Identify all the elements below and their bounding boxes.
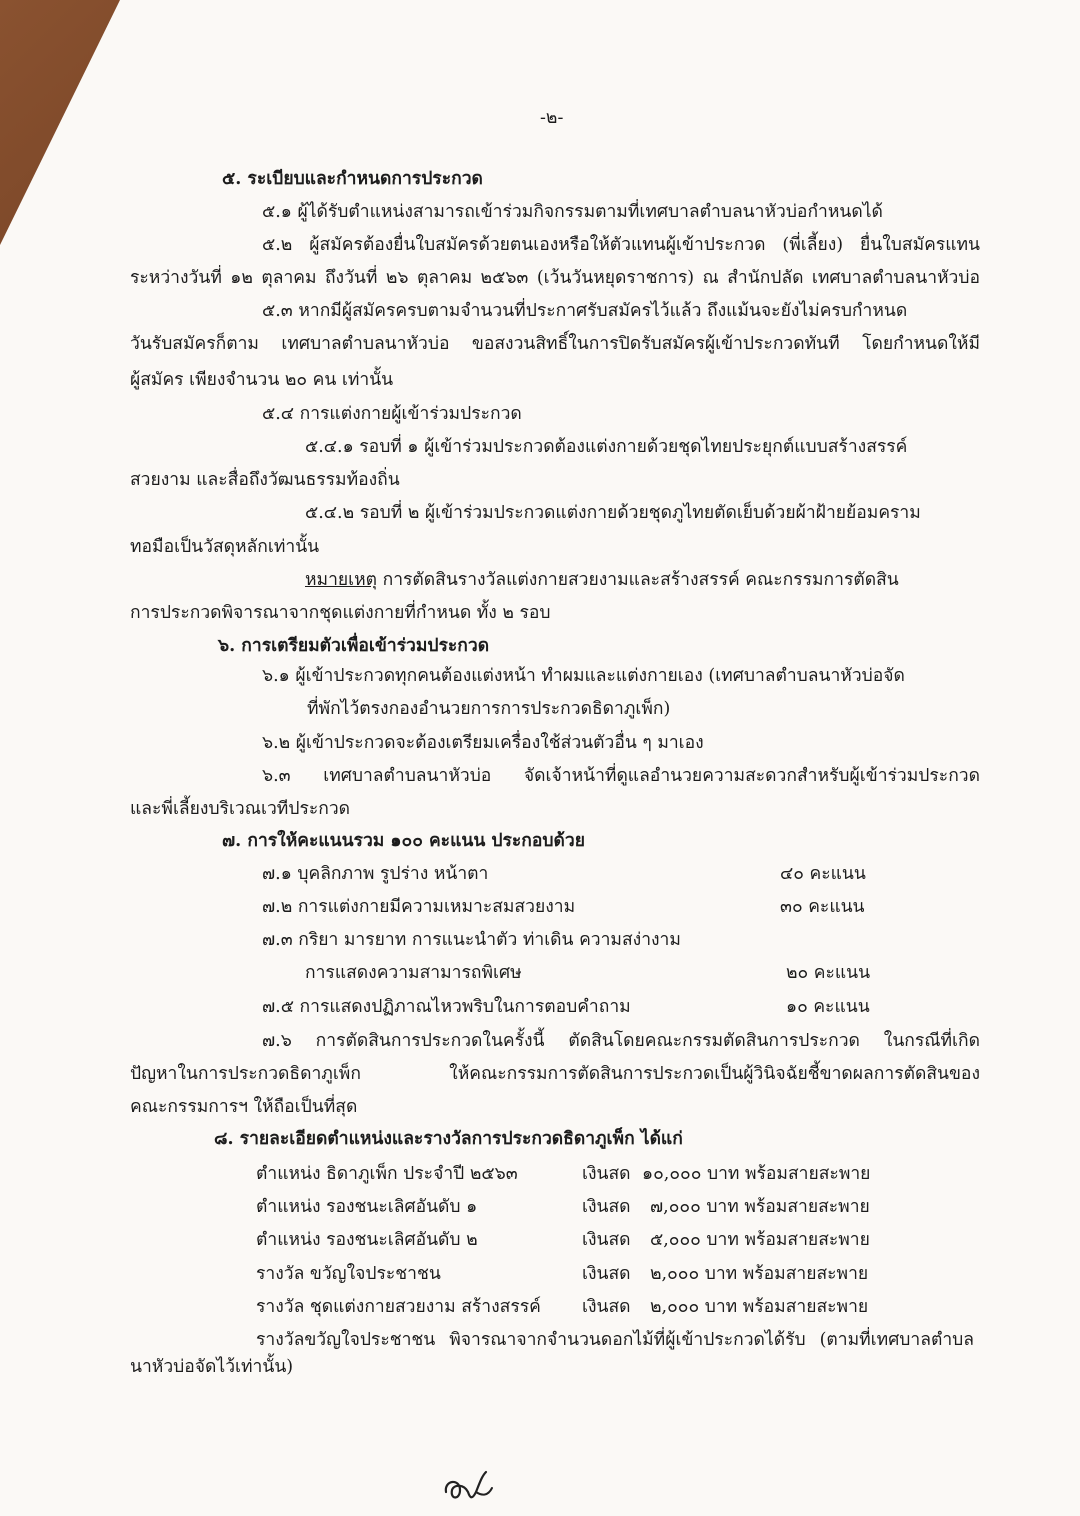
score-item-label: ๗.๕ การแสดงปฏิภาณไหวพริบในการตอบคำถาม [262,997,631,1017]
section-8-note-line-2: นาหัวบ่อจัดไว้เท่านั้น) [130,1357,294,1377]
prize-cash-label: เงินสด [582,1230,631,1250]
note-label: หมายเหตุ [305,570,378,590]
section-5-3-line-1: ๕.๓ หากมีผู้สมัครครบตามจำนวนที่ประกาศรับสมัครไว้แล้ว ถึงแม้นจะยังไม่ครบกำหนด [262,301,908,321]
section-8-heading: ๘. รายละเอียดตำแหน่งและรางวัลการประกวดธิดาภูเพ็ก ได้แก่ [214,1129,683,1149]
section-6-3-line-1: ๖.๓ เทศบาลตำบลนาหัวบ่อ จัดเจ้าหน้าที่ดูแลอำนวยความสะดวกสำหรับผู้เข้าร่วมประกวด [262,766,980,786]
prize-cash-label: เงินสด [582,1197,631,1217]
section-6-3-line-2: และพี่เลี้ยงบริเวณเวทีประกวด [130,799,351,819]
score-item-label: ๗.๓ กริยา มารยาท การแนะนำตัว ท่าเดิน ความสง่างาม [262,930,681,950]
prize-cash-label: เงินสด [582,1297,631,1317]
prize-cash-label: เงินสด [582,1164,631,1184]
prize-amount: ๑๐,๐๐๐ บาท พร้อมสายสะพาย [642,1164,871,1184]
score-item-value: ๔๐ คะแนน [780,864,866,884]
prize-title: รางวัล ขวัญใจประชาชน [256,1264,441,1284]
section-8-note-line-1: รางวัลขวัญใจประชาชน พิจารณาจากจำนวนดอกไม้ที่ผู้เข้าประกวดได้รับ (ตามที่เทศบาลตำบล [256,1330,974,1350]
prize-amount: ๒,๐๐๐ บาท พร้อมสายสะพาย [650,1297,869,1317]
section-5-3-line-2: วันรับสมัครก็ตาม เทศบาลตำบลนาหัวบ่อ ขอสงวนสิทธิ์ในการปิดรับสมัครผู้เข้าประกวดทันที โดยกำหนดให้มี [130,334,980,354]
section-5-4-1-line-1: ๕.๔.๑ รอบที่ ๑ ผู้เข้าร่วมประกวดต้องแต่งกายด้วยชุดไทยประยุกต์แบบสร้างสรรค์ [305,437,908,457]
section-5-4-1-line-2: สวยงาม และสื่อถึงวัฒนธรรมท้องถิ่น [130,470,400,490]
section-6-1-line-2: ที่พักไว้ตรงกองอำนวยการการประกวดธิดาภูเพ็ก) [307,699,671,719]
page-number: -๒- [540,108,564,128]
section-5-3-line-3: ผู้สมัคร เพียงจำนวน ๒๐ คน เท่านั้น [130,370,394,390]
section-5-4-2-line-1: ๕.๔.๒ รอบที่ ๒ ผู้เข้าร่วมประกวดแต่งกายด้วยชุดภูไทยตัดเย็บด้วยผ้าฝ้ายย้อมคราม [305,503,921,523]
note-line-1 [305,568,899,592]
section-6-2: ๖.๒ ผู้เข้าประกวดจะต้องเตรียมเครื่องใช้ส่วนตัวอื่น ๆ มาเอง [262,733,704,753]
prize-title: ตำแหน่ง รองชนะเลิศอันดับ ๒ [256,1230,478,1250]
prize-title: รางวัล ชุดแต่งกายสวยงาม สร้างสรรค์ [256,1297,541,1317]
section-7-6-line-1: ๗.๖ การตัดสินการประกวดในครั้งนี้ ตัดสินโดยคณะกรรมตัดสินการประกวด ในกรณีที่เกิด [262,1031,980,1051]
prize-cash-label: เงินสด [582,1264,631,1284]
score-item-label: ๗.๑ บุคลิกภาพ รูปร่าง หน้าตา [262,864,489,884]
section-5-4: ๕.๔ การแต่งกายผู้เข้าร่วมประกวด [262,404,522,424]
handwritten-initial-icon [440,1466,500,1506]
section-7-6-line-3: คณะกรรมการฯ ให้ถือเป็นที่สุด [130,1097,358,1117]
prize-title: ตำแหน่ง รองชนะเลิศอันดับ ๑ [256,1197,478,1217]
section-6-heading: ๖. การเตรียมตัวเพื่อเข้าร่วมประกวด [218,636,490,656]
score-item-value: ๓๐ คะแนน [780,897,865,917]
prize-amount: ๗,๐๐๐ บาท พร้อมสายสะพาย [650,1197,870,1217]
score-item-label: การแสดงความสามารถพิเศษ [305,963,522,983]
note-line-2: การประกวดพิจารณาจากชุดแต่งกายที่กำหนด ทั้ง ๒ รอบ [130,603,551,623]
prize-amount: ๕,๐๐๐ บาท พร้อมสายสะพาย [650,1230,870,1250]
score-item-label: ๗.๒ การแต่งกายมีความเหมาะสมสวยงาม [262,897,576,917]
section-5-4-2-line-2: ทอมือเป็นวัสดุหลักเท่านั้น [130,537,320,557]
score-item-value: ๒๐ คะแนน [786,963,871,983]
section-7-6-line-2: ปัญหาในการประกวดธิดาภูเพ็ก ให้คณะกรรมการตัดสินการประกวดเป็นผู้วินิจฉัยชี้ขาดผลการตัดสินของ [130,1064,980,1084]
note-text: การตัดสินรางวัลแต่งกายสวยงามและสร้างสรรค์ คณะกรรมการตัดสิน [377,570,899,590]
section-5-2-line-1: ๕.๒ ผู้สมัครต้องยื่นใบสมัครด้วยตนเองหรือให้ตัวแทนผู้เข้าประกวด (พี่เลี้ยง) ยื่นใบสมัครแทน [262,235,980,255]
score-item-value: ๑๐ คะแนน [786,997,870,1017]
section-5-1: ๕.๑ ผู้ได้รับตำแหน่งสามารถเข้าร่วมกิจกรรมตามที่เทศบาลตำบลนาหัวบ่อกำหนดได้ [262,202,883,222]
section-7-heading: ๗. การให้คะแนนรวม ๑๐๐ คะแนน ประกอบด้วย [222,831,585,851]
section-6-1-line-1: ๖.๑ ผู้เข้าประกวดทุกคนต้องแต่งหน้า ทำผมและแต่งกายเอง (เทศบาลตำบลนาหัวบ่อจัด [262,666,905,686]
section-5-2-line-2: ระหว่างวันที่ ๑๒ ตุลาคม ถึงวันที่ ๒๖ ตุลาคม ๒๕๖๓ (เว้นวันหยุดราชการ) ณ สำนักปลัด เทศบาลตำบลนาหัวบ่อ [130,268,980,288]
prize-title: ตำแหน่ง ธิดาภูเพ็ก ประจำปี ๒๕๖๓ [256,1164,518,1184]
prize-amount: ๒,๐๐๐ บาท พร้อมสายสะพาย [650,1264,869,1284]
section-5-heading: ๕. ระเบียบและกำหนดการประกวด [222,169,483,189]
